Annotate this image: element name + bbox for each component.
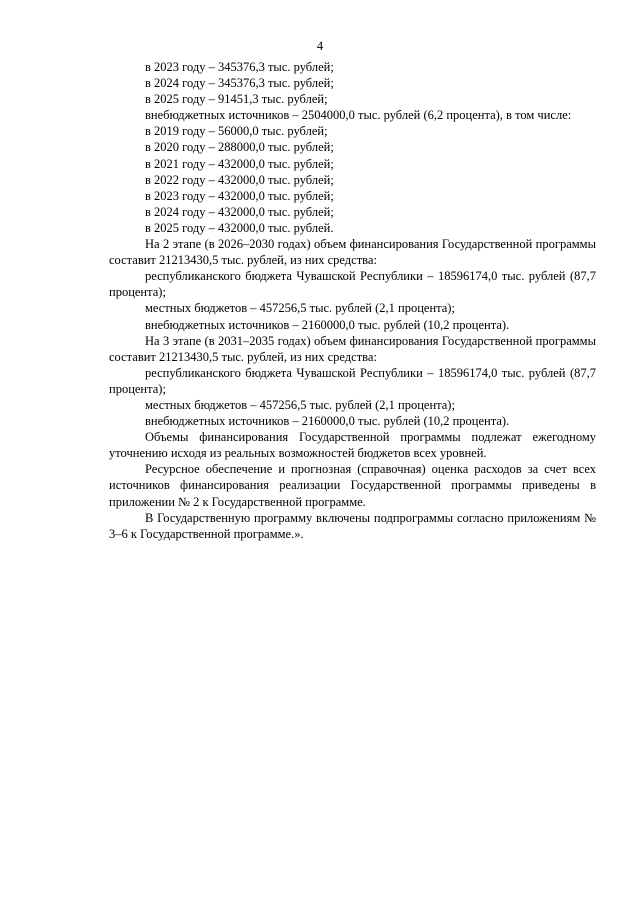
- paragraph-funding-2024-budget: в 2024 году – 345376,3 тыс. рублей;: [145, 76, 334, 91]
- paragraph-funding-2025-budget: в 2025 году – 91451,3 тыс. рублей;: [145, 92, 328, 107]
- paragraph-stage-3-local-budgets: местных бюджетов – 457256,5 тыс. рублей (2,1 процента);: [145, 397, 455, 412]
- paragraph-funding-2023-budget: в 2023 году – 345376,3 тыс. рублей;: [145, 60, 334, 74]
- paragraph-extrabudgetary-2022: в 2022 году – 432000,0 тыс. рублей;: [145, 172, 334, 187]
- paragraph-extrabudgetary-2021: в 2021 году – 432000,0 тыс. рублей;: [145, 156, 334, 171]
- paragraph-stage-2-extrabudgetary: внебюджетных источников – 2160000,0 тыс. рублей (10,2 процента).: [145, 317, 510, 332]
- paragraph-stage-3-extrabudgetary: внебюджетных источников – 2160000,0 тыс. рублей (10,2 процента).: [145, 414, 510, 429]
- paragraph-resource-provision: Ресурсное обеспечение и прогнозная (справочная) оценка расходов за счет всех источников финансирования реализации Государственной программы приведены в приложении № 2 к Государственной программе.: [109, 462, 596, 509]
- paragraph-extrabudgetary-total: внебюджетных источников – 2504000,0 тыс. рублей (6,2 процента), в том числе:: [145, 108, 572, 123]
- paragraph-annual-adjustment: Объемы финансирования Государственной программы подлежат ежегодному уточнению исходя из реальных возможностей бюджетов всех уровней.: [109, 430, 596, 461]
- paragraph-stage-2-republic-budget: республиканского бюджета Чувашской Республики – 18596174,0 тыс. рублей (87,7 процента);: [109, 269, 596, 300]
- paragraph-extrabudgetary-2024: в 2024 году – 432000,0 тыс. рублей;: [145, 204, 334, 219]
- paragraph-extrabudgetary-2023: в 2023 году – 432000,0 тыс. рублей;: [145, 188, 334, 203]
- document-body: [109, 59, 596, 542]
- paragraph-extrabudgetary-2020: в 2020 году – 288000,0 тыс. рублей;: [145, 140, 334, 155]
- paragraph-extrabudgetary-2025: в 2025 году – 432000,0 тыс. рублей.: [145, 220, 334, 235]
- page-number: 4: [316, 39, 324, 53]
- paragraph-stage-2-local-budgets: местных бюджетов – 457256,5 тыс. рублей (2,1 процента);: [145, 301, 455, 316]
- paragraph-stage-3-republic-budget: республиканского бюджета Чувашской Республики – 18596174,0 тыс. рублей (87,7 процента);: [109, 365, 596, 396]
- paragraph-stage-3-total: На 3 этапе (в 2031–2035 годах) объем финансирования Государственной программы составит 21213430,5 тыс. рублей, из них средства:: [109, 333, 596, 364]
- paragraph-extrabudgetary-2019: в 2019 году – 56000,0 тыс. рублей;: [145, 124, 328, 139]
- paragraph-stage-2-total: На 2 этапе (в 2026–2030 годах) объем финансирования Государственной программы составит 21213430,5 тыс. рублей, из них средства:: [109, 237, 596, 268]
- paragraph-subprograms: В Государственную программу включены подпрограммы согласно приложениям № 3–6 к Государственной программе.».: [109, 510, 596, 541]
